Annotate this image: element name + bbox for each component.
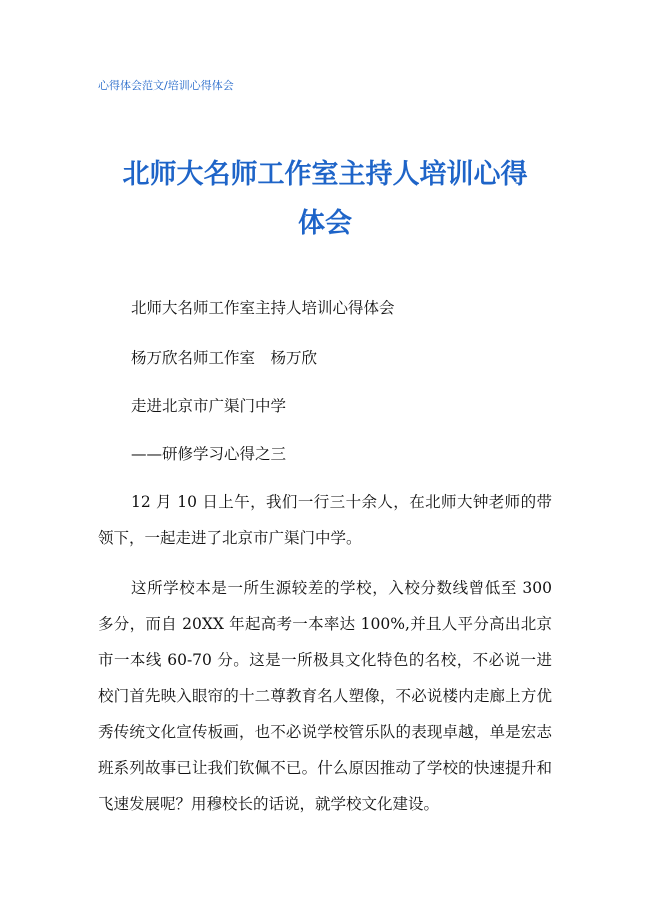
subtitle-line: 北师大名师工作室主持人培训心得体会 <box>131 299 395 317</box>
page-title <box>80 150 570 248</box>
title-line-2: 体会 <box>298 208 352 239</box>
title-line-1: 北师大名师工作室主持人培训心得 <box>122 159 528 190</box>
section-heading: 走进北京市广渠门中学 <box>131 397 287 415</box>
author-line: 杨万欣名师工作室 杨万欣 <box>131 349 318 367</box>
series-note: ——研修学习心得之三 <box>131 445 287 463</box>
body-paragraph: 12 月 10 日上午，我们一行三十余人，在北师大钟老师的带领下，一起走进了北京市广渠门中学。 <box>98 493 552 547</box>
breadcrumb[interactable]: 心得体会范文/培训心得体会 <box>98 79 234 92</box>
document-body <box>98 290 552 822</box>
body-paragraph: 这所学校本是一所生源较差的学校，入校分数线曾低至 300 多分，而自 20XX 年起高考一本率达 100%,并且人平分高出北京市一本线 60-70 分。这是一所极具文化特色的名校，不必说一进校门首先映入眼帘的十二尊教育名人塑像，不必说楼内走廊上方优秀传统文化宣传板画，也不必说学校管乐队的表现卓越，单是宏志班系列故事已让我们钦佩不已。什么原因推动了学校的快速提升和飞速发展呢？用穆校长的话说，就学校文化建设。 <box>98 579 552 813</box>
